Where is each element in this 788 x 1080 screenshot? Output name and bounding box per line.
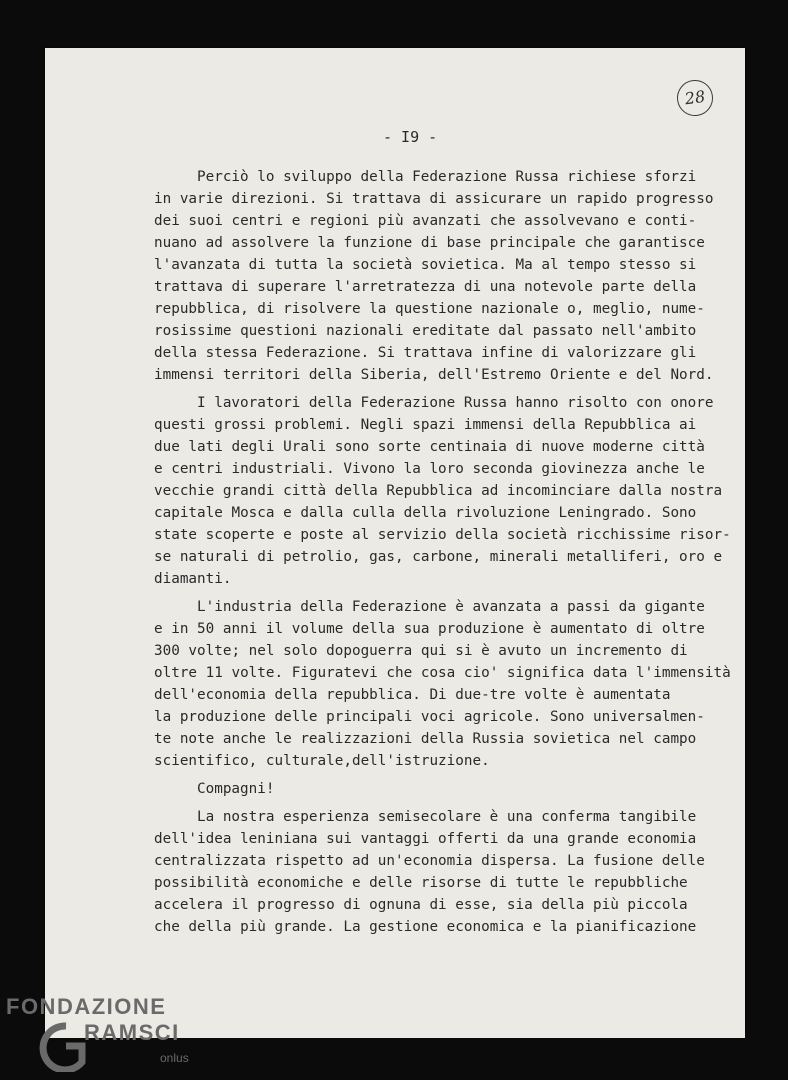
text-line: rosissime questioni nazionali ereditate dal passato nell'ambito [154, 323, 697, 339]
text-line: nuano ad assolvere la funzione di base principale che garantisce [154, 235, 705, 251]
text-line: in varie direzioni. Si trattava di assicurare un rapido progresso [154, 191, 714, 207]
text-line: che della più grande. La gestione economica e la pianificazione [154, 919, 697, 935]
text-line: state scoperte e poste al servizio della società ricchissime risor- [154, 527, 731, 543]
logo-g-mark [43, 1026, 82, 1070]
text-line: della stessa Federazione. Si trattava infine di valorizzare gli [154, 345, 697, 361]
text-line: vecchie grandi città della Repubblica ad incominciare dalla nostra [154, 483, 723, 499]
text-line: dell'idea leniniana sui vantaggi offerti da una grande economia [154, 831, 697, 847]
logo-line-1: FONDAZIONE [6, 994, 167, 1019]
text-line: questi grossi problemi. Negli spazi immensi della Repubblica ai [154, 417, 697, 433]
fondazione-gramsci-logo [4, 992, 204, 1072]
text-line: scientifico, culturale,dell'istruzione. [154, 753, 490, 769]
text-line: e in 50 anni il volume della sua produzione è aumentato di oltre [154, 621, 705, 637]
document-page [45, 48, 745, 1038]
logo-line-2: RAMSCI [84, 1020, 180, 1045]
text-line: l'avanzata di tutta la società sovietica. Ma al tempo stesso si [154, 257, 697, 273]
text-line: L'industria della Federazione è avanzata a passi da gigante [197, 599, 705, 615]
text-line: La nostra esperienza semisecolare è una conferma tangibile [197, 809, 697, 825]
text-line: diamanti. [154, 571, 232, 587]
text-line: te note anche le realizzazioni della Russia sovietica nel campo [154, 731, 697, 747]
text-line: Compagni! [197, 781, 275, 797]
text-line: e centri industriali. Vivono la loro seconda giovinezza anche le [154, 461, 705, 477]
text-line: accelera il progresso di ognuna di esse, sia della più piccola [154, 897, 688, 913]
archive-page-stamp: 28 [675, 78, 716, 119]
page-number: - I9 - [383, 128, 438, 146]
text-line: se naturali di petrolio, gas, carbone, minerali metalliferi, oro e [154, 549, 723, 565]
text-line: capitale Mosca e dalla culla della rivoluzione Leningrado. Sono [154, 505, 697, 521]
text-line: la produzione delle principali voci agricole. Sono universalmen- [154, 709, 705, 725]
text-line: oltre 11 volte. Figuratevi che cosa cio' significa data l'immensità [154, 665, 731, 681]
text-line: immensi territori della Siberia, dell'Estremo Oriente e del Nord. [154, 367, 714, 383]
text-line: dei suoi centri e regioni più avanzati che assolvevano e conti- [154, 213, 697, 229]
text-line: Perciò lo sviluppo della Federazione Russa richiese sforzi [197, 169, 697, 185]
logo-suffix: onlus [160, 1051, 189, 1065]
text-line: trattava di superare l'arretratezza di una notevole parte della [154, 279, 697, 295]
text-line: possibilità economiche e delle risorse di tutte le repubbliche [154, 875, 688, 891]
text-line: 300 volte; nel solo dopoguerra qui si è avuto un incremento di [154, 643, 688, 659]
text-line: repubblica, di risolvere la questione nazionale o, meglio, nume- [154, 301, 705, 317]
text-line: dell'economia della repubblica. Di due-tre volte è aumentata [154, 687, 671, 703]
text-line: due lati degli Urali sono sorte centinaia di nuove moderne città [154, 439, 705, 455]
text-line: centralizzata rispetto ad un'economia dispersa. La fusione delle [154, 853, 705, 869]
text-line: I lavoratori della Federazione Russa hanno risolto con onore [197, 395, 714, 411]
